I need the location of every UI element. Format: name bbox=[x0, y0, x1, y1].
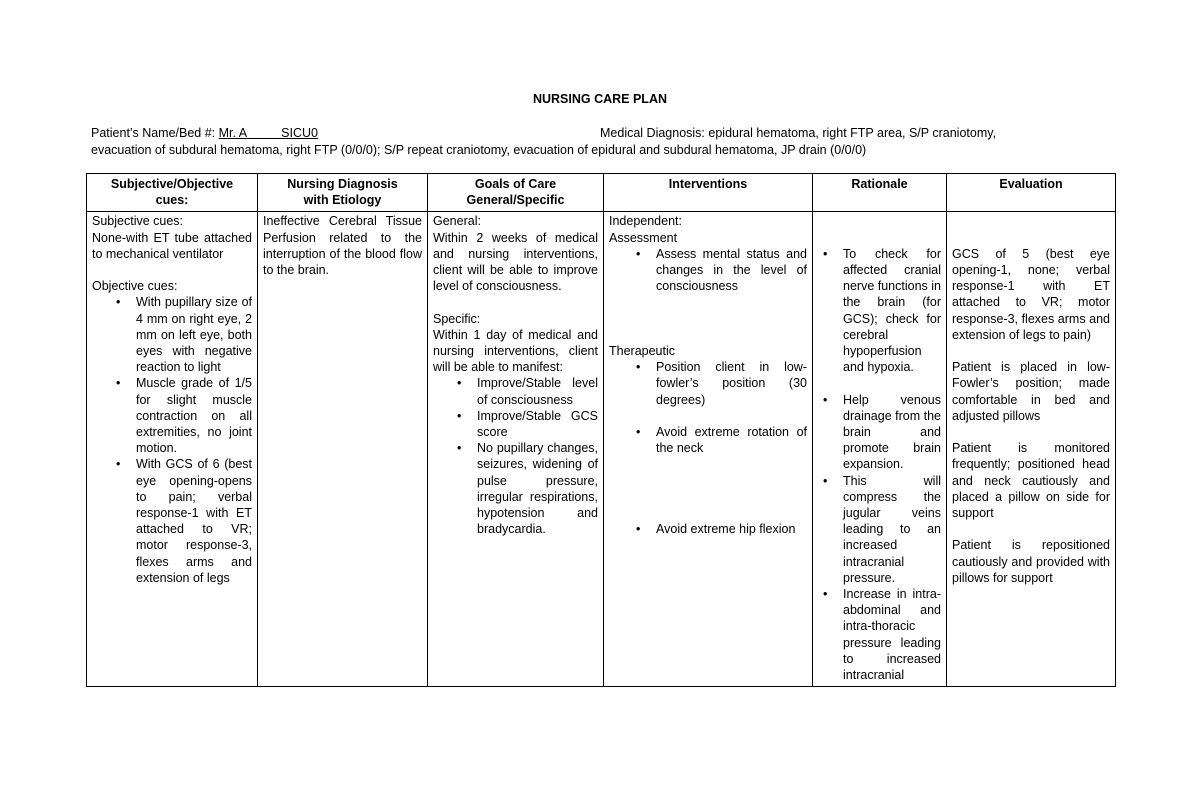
table-header-row bbox=[87, 174, 1116, 212]
list-item: • Improve/Stable GCS score bbox=[477, 408, 598, 440]
independent-label: Independent: bbox=[609, 214, 682, 229]
list-item: • To check for affected cranial nerve functions in the brain (for GCS); check for cerebral hypoperfusion and hypoxia. bbox=[843, 246, 941, 376]
diagnosis-value-2: evacuation of subdural hematoma, right FTP (0/0/0); S/P repeat craniotomy, evacuation of epidural and subdural hematoma, JP drain (0/0/0) bbox=[91, 143, 867, 157]
cell-goals bbox=[428, 212, 604, 687]
header-rationale: Rationale bbox=[813, 174, 947, 212]
cell-evaluation bbox=[947, 212, 1116, 687]
specific-list bbox=[433, 375, 598, 537]
list-item: • Help venous drainage from the brain and promote brain expansion. bbox=[843, 392, 941, 473]
therapeutic-label: Therapeutic bbox=[609, 343, 676, 358]
document-title: NURSING CARE PLAN bbox=[532, 92, 668, 106]
subjective-text: None-with ET tube attached to mechanical ventilator bbox=[92, 230, 252, 261]
list-item: • With pupillary size of 4 mm on right eye, 2 mm on left eye, both eyes with negative reaction to light bbox=[136, 294, 252, 375]
diagnosis-line bbox=[600, 125, 996, 141]
header-diagnosis: Nursing Diagnosis with Etiology bbox=[258, 174, 428, 212]
list-item: • Assess mental status and changes in the level of consciousness bbox=[656, 246, 807, 295]
cell-interventions bbox=[604, 212, 813, 687]
care-plan-table bbox=[86, 173, 1116, 687]
list-item: • Muscle grade of 1/5 for slight muscle contraction on all extremities, no joint motion. bbox=[136, 375, 252, 456]
list-item: • Position client in low-fowler’s position (30 degrees) bbox=[656, 359, 807, 408]
objective-label: Objective cues: bbox=[92, 279, 178, 294]
diagnosis-label: Medical Diagnosis: bbox=[600, 126, 705, 140]
diagnosis-value-1: epidural hematoma, right FTP area, S/P craniotomy, bbox=[708, 126, 997, 140]
patient-label: Patient’s Name/Bed #: bbox=[91, 126, 216, 140]
assessment-list bbox=[609, 246, 807, 295]
list-item: • Improve/Stable level of consciousness bbox=[477, 375, 598, 407]
list-item: • Increase in intra-abdominal and intra-thoracic pressure leading to increased intracranial bbox=[843, 586, 941, 683]
specific-label: Specific: bbox=[433, 311, 481, 326]
cell-rationale bbox=[813, 212, 947, 687]
patient-value: Mr. A SICU0 bbox=[218, 126, 318, 140]
evaluation-item: Patient is repositioned cautiously and provided with pillows for support bbox=[952, 538, 1110, 585]
table-row bbox=[87, 212, 1116, 687]
general-label: General: bbox=[433, 214, 481, 229]
specific-text: Within 1 day of medical and nursing interventions, client will be able to manifest: bbox=[433, 327, 598, 375]
diagnosis-text: Ineffective Cerebral Tissue Perfusion related to the interruption of the blood flow to the brain. bbox=[263, 214, 422, 278]
list-item: • This will compress the jugular veins leading to an increased intracranial pressure. bbox=[843, 473, 941, 586]
header-cues: Subjective/Objective cues: bbox=[87, 174, 258, 212]
cell-cues bbox=[87, 212, 258, 687]
evaluation-item: Patient is monitored frequently; positioned head and neck cautiously and placed a pillow on side for support bbox=[952, 441, 1110, 520]
general-text: Within 2 weeks of medical and nursing interventions, client will be able to improve level of consciousness. bbox=[433, 230, 598, 294]
list-item: • With GCS of 6 (best eye opening-opens to pain; verbal response-1 with ET attached to VR; motor response-3, flexes arms and extension of legs bbox=[136, 456, 252, 586]
list-item: • No pupillary changes, seizures, widening of pulse pressure, irregular respirations, hypotension and bradycardia. bbox=[477, 440, 598, 537]
objective-list bbox=[92, 294, 252, 586]
header-goals: Goals of Care General/Specific bbox=[428, 174, 604, 212]
list-item: • Avoid extreme rotation of the neck bbox=[656, 424, 807, 456]
subjective-label: Subjective cues: bbox=[92, 214, 184, 229]
cell-diagnosis bbox=[258, 212, 428, 687]
header-interventions: Interventions bbox=[604, 174, 813, 212]
patient-line bbox=[91, 125, 318, 141]
list-item: • Avoid extreme hip flexion bbox=[656, 521, 807, 537]
evaluation-item: GCS of 5 (best eye opening-1, none; verbal response-1 with ET attached to VR; motor response-3, flexes arms and extension of legs to pain) bbox=[952, 246, 1110, 342]
header-evaluation: Evaluation bbox=[947, 174, 1116, 212]
rationale-list bbox=[818, 246, 941, 376]
assessment-label: Assessment bbox=[609, 230, 678, 245]
evaluation-item: Patient is placed in low-Fowler’s position; made comfortable in bed and adjusted pillows bbox=[952, 360, 1110, 423]
therapeutic-list bbox=[609, 359, 807, 408]
